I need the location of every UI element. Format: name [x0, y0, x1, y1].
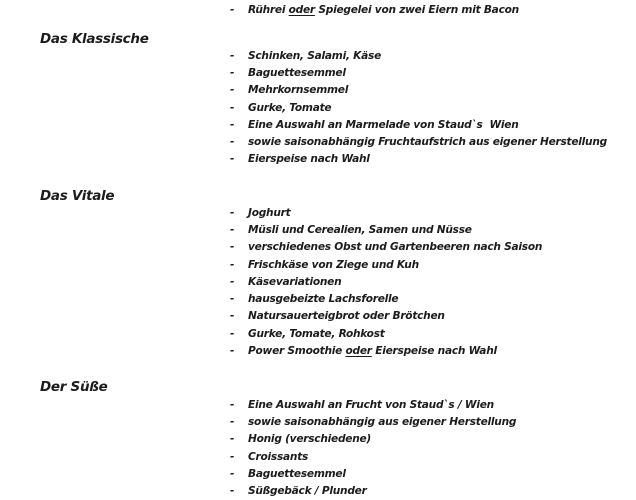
menu-item [230, 273, 542, 290]
menu-item-text: Eine Auswahl an Marmelade von Staud`s Wien [248, 118, 519, 131]
menu-item [230, 133, 607, 150]
menu-item-text: Schinken, Salami, Käse [248, 49, 382, 62]
dash-bullet: - [230, 206, 235, 219]
dash-bullet: - [230, 136, 235, 149]
menu-item [230, 290, 542, 307]
section-items-das-klassische [230, 47, 607, 168]
menu-item-text: Croissants [248, 450, 309, 463]
dash-bullet: - [230, 467, 235, 480]
menu-item [230, 221, 542, 238]
dash-bullet: - [230, 433, 235, 446]
menu-item-text: Eine Auswahl an Frucht von Staud`s / Wien [248, 398, 494, 411]
section-items-der-suesse [230, 396, 516, 500]
section-title-das-klassische: Das Klassische [40, 31, 149, 47]
menu-item-text: Frischkäse von Ziege und Kuh [248, 258, 419, 271]
menu-item-text: Joghurt [248, 206, 291, 219]
menu-item [230, 431, 516, 448]
dash-bullet: - [230, 223, 235, 236]
menu-item [230, 151, 607, 168]
menu-item [230, 413, 516, 430]
menu-item-text: Müsli und Cerealien, Samen und Nüsse [248, 223, 472, 236]
menu-item [230, 1, 519, 18]
menu-item [230, 325, 542, 342]
menu-item-text: Rührei oder Spiegelei von zwei Eiern mit Bacon [248, 3, 519, 16]
dash-bullet: - [230, 153, 235, 166]
dash-bullet: - [230, 398, 235, 411]
dash-bullet: - [230, 327, 235, 340]
menu-item [230, 82, 607, 99]
menu-item [230, 256, 542, 273]
menu-item-text: sowie saisonabhängig Fruchtaufstrich aus eigener Herstellung [248, 136, 607, 149]
intro-item-list [230, 1, 519, 18]
section-items-das-vitale [230, 204, 542, 360]
menu-item-text: Gurke, Tomate, Rohkost [248, 327, 385, 340]
menu-item-text: Gurke, Tomate [248, 101, 332, 114]
menu-item-text: hausgebeizte Lachsforelle [248, 293, 399, 306]
dash-bullet: - [230, 49, 235, 62]
dash-bullet: - [230, 66, 235, 79]
menu-item [230, 204, 542, 221]
menu-item [230, 99, 607, 116]
dash-bullet: - [230, 485, 235, 498]
menu-item-text: Eierspeise nach Wahl [248, 153, 370, 166]
menu-item [230, 239, 542, 256]
menu-item-text: Power Smoothie oder Eierspeise nach Wahl [248, 345, 497, 358]
menu-item-text: Süßgebäck / Plunder [248, 485, 367, 498]
menu-item-text: Käsevariationen [248, 275, 342, 288]
dash-bullet: - [230, 3, 235, 16]
dash-bullet: - [230, 450, 235, 463]
dash-bullet: - [230, 84, 235, 97]
menu-item [230, 116, 607, 133]
menu-item-text: Baguettesemmel [248, 467, 346, 480]
menu-item-text: Honig (verschiedene) [248, 433, 372, 446]
menu-item [230, 64, 607, 81]
section-title-das-vitale: Das Vitale [40, 188, 115, 204]
menu-item-text: verschiedenes Obst und Gartenbeeren nach Saison [248, 241, 543, 254]
menu-item [230, 448, 516, 465]
dash-bullet: - [230, 310, 235, 323]
section-title-der-suesse: Der Süße [40, 379, 108, 395]
dash-bullet: - [230, 275, 235, 288]
dash-bullet: - [230, 101, 235, 114]
dash-bullet: - [230, 258, 235, 271]
dash-bullet: - [230, 293, 235, 306]
menu-item-text: sowie saisonabhängig aus eigener Herstellung [248, 415, 517, 428]
menu-item [230, 482, 516, 499]
menu-item-text: Mehrkornsemmel [248, 84, 349, 97]
dash-bullet: - [230, 241, 235, 254]
dash-bullet: - [230, 415, 235, 428]
dash-bullet: - [230, 118, 235, 131]
dash-bullet: - [230, 345, 235, 358]
menu-item-text: Baguettesemmel [248, 66, 346, 79]
menu-item-text: Natursauerteigbrot oder Brötchen [248, 310, 445, 323]
menu-item [230, 465, 516, 482]
menu-item [230, 396, 516, 413]
menu-item [230, 308, 542, 325]
menu-item [230, 47, 607, 64]
menu-item [230, 342, 542, 359]
